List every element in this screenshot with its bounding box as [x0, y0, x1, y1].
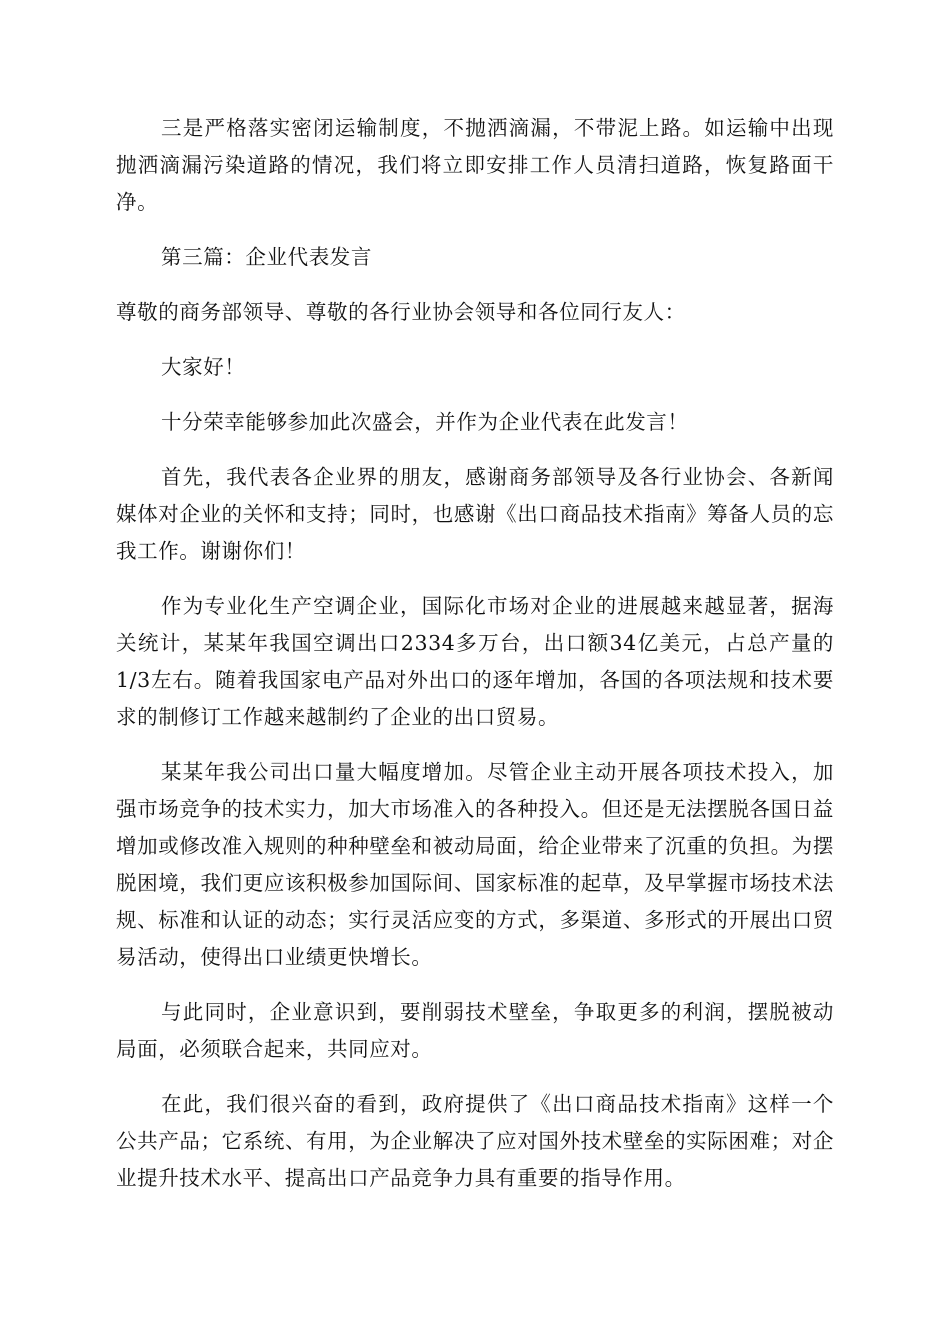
salutation: 尊敬的商务部领导、尊敬的各行业协会领导和各位同行友人： — [116, 300, 686, 324]
greeting: 大家好！ — [161, 355, 246, 379]
paragraph-transport-measures: 三是严格落实密闭运输制度，不抛洒滴漏，不带泥上路。如运输中出现抛洒滴漏污染道路的情况，我们将立即安排工作人员清扫道路，恢复路面干净。 — [116, 116, 834, 214]
paragraph-company-exports: 某某年我公司出口量大幅度增加。尽管企业主动开展各项技术投入，加强市场竞争的技术实力，加大市场准入的各种投入。但还是无法摆脱各国日益增加或修改准入规则的种种壁垒和被动局面，给企业带来了沉重的负担。为摆脱困境，我们更应该积极参加国际间、国家标准的起草，及早掌握市场技术法规、标准和认证的动态；实行灵活应变的方式，多渠道、多形式的开展出口贸易活动，使得出口业绩更快增长。 — [116, 760, 834, 969]
paragraph-export-stats: 作为专业化生产空调企业，国际化市场对企业的进展越来越显著，据海关统计，某某年我国空调出口2334多万台，出口额34亿美元，占总产量的1/3左右。随着我国家电产品对外出口的逐年增加，各国的各项法规和技术要求的制修订工作越来越制约了企业的出口贸易。 — [116, 594, 834, 729]
paragraph-guide: 在此，我们很兴奋的看到，政府提供了《出口商品技术指南》这样一个公共产品；它系统、有用，为企业解决了应对国外技术壁垒的实际困难；对企业提升技术水平、提高出口产品竞争力具有重要的指导作用。 — [116, 1092, 834, 1190]
paragraph-honor: 十分荣幸能够参加此次盛会，并作为企业代表在此发言！ — [161, 410, 689, 434]
section-heading: 第三篇：企业代表发言 — [161, 245, 372, 269]
paragraph-thanks: 首先，我代表各企业界的朋友，感谢商务部领导及各行业协会、各新闻媒体对企业的关怀和支持；同时，也感谢《出口商品技术指南》筹备人员的忘我工作。谢谢你们！ — [116, 465, 834, 563]
document-body — [116, 110, 834, 1215]
paragraph-cooperation: 与此同时，企业意识到，要削弱技术壁垒，争取更多的利润，摆脱被动局面，必须联合起来，共同应对。 — [116, 1000, 834, 1061]
